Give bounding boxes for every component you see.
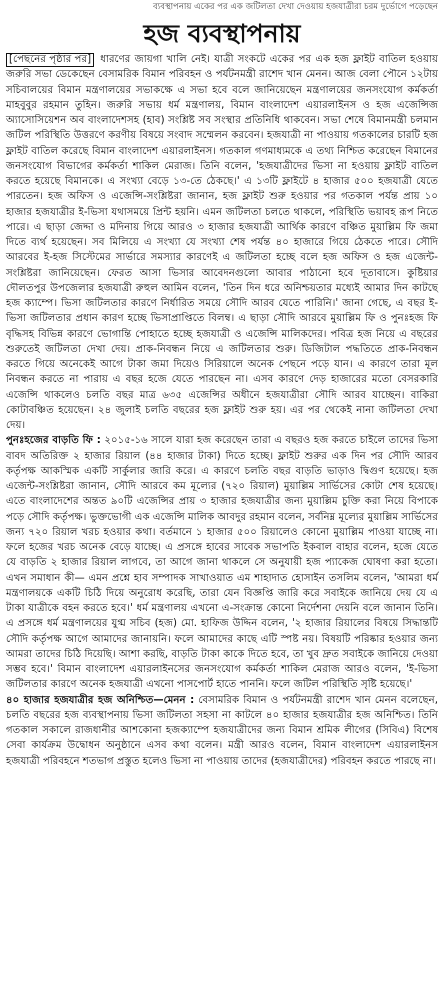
headline: হজ ব্যবস্থাপনায়: [143, 19, 301, 48]
article-body: [6, 52, 438, 769]
paragraph-2-text: ২০১৫-১৬ সালে যারা হজ করেছেন তারা এ বছরও হজ করতে চাইলে তাদের ভিসা বাবদ অতিরিক্ত ২ হাজার রিয়াল (৪৪ হাজার টাকা) দিতে হচ্ছে। ফ্লাইট শুরুর এক দিন পর সৌদি আরব কর্তৃপক্ষ আকস্মিক একটি সার্কুলার জারি করে। এ কারণে চলতি বছর বাড়তি ভাড়াও দ্বিগুণ হয়েছে। হজ এজেন্ট-সংশ্লিষ্টরা জানান, সৌদি আরবে কম মূল্যের (৭২০ রিয়াল) মুয়াল্লিম সার্ভিসের কোটা শেষ হয়েছে। এতে বাংলাদেশের অন্তত ৯০টি এজেন্সির প্রায় ৩ হাজার হজযাত্রীর জন্য মুয়াল্লিম চুক্তি করা নিয়ে বিপাকে পড়ে সৌদি কর্তৃপক্ষ। ভুক্তভোগী এক এজেন্সি মালিক আবদুর রহমান বলেন, সর্বনিম্ন মূল্যের মুয়াল্লিম সার্ভিসের জন্য ৭২০ রিয়াল খরচ হওয়ার কথা। বর্তমানে ১ হাজার ৫০০ রিয়ালেও কোনো মুয়াল্লিম পাওয়া যাচ্ছে না। ফলে হজের খরচ অনেক বেড়ে যাচ্ছে। এ প্রসঙ্গে হাবের সাবেক সভাপতি ইকবাল বাহার বলেন, হজে যেতে যে বাড়তি ২ হাজার রিয়াল লাগবে, তা আগে জানা থাকলে সে অনুযায়ী হজ প্যাকেজ ঘোষণা করা হতো। এখন সমাধান কী— এমন প্রশ্নে হাব সম্পাদক সাখাওয়াত এম শাহাদাত হোসাইন তসলিম বলেন, 'আমরা ধর্ম মন্ত্রণালয়কে একটি চিঠি দিয়ে অনুরোধ করেছি, তারা যেন বিজ্ঞপ্তি জারি করে সবাইকে জানিয়ে দেয় যে এ টাকা যাত্রীকে বহন করতে হবে।' ধর্ম মন্ত্রণালয় এখনো এ-সংক্রান্ত কোনো নির্দেশনা দেয়নি বলে জানান তিনি। এ প্রসঙ্গে ধর্ম মন্ত্রণালয়ের যুগ্ম সচিব (হজ) মো. হাফিজ উদ্দিন বলেন, '২ হাজার রিয়ালের বিষয়ে সিদ্ধান্তটি সৌদি কর্তৃপক্ষ আগে আমাদের জানায়নি। ফলে আমাদের কাছে এটি স্পষ্ট নয়। বিষয়টি পরিষ্কার হওয়ার জন্য আমরা তাদের চিঠি দিয়েছি। আশা করছি, বাড়তি টাকা কাকে দিতে হবে, তা খুব দ্রুত সবাইকে জানিয়ে দেওয়া সম্ভব হবে।' বিমান বাংলাদেশ এয়ারলাইনসের জনসংযোগ কর্মকর্তা শাকিল মেরাজ আরও বলেন, 'ই-ভিসা জটিলতার কারণে অনেক হজযাত্রী এখনো পাসপোর্ট হাতে পাননি। ফলে জটিল পরিস্থিতি সৃষ্টি হয়েছে।': [6, 435, 438, 691]
continued-tag: [পেছনের পৃষ্ঠার পর]: [6, 53, 94, 67]
paragraph-1: [6, 52, 438, 433]
paragraph-1-text: ধারণের জায়গা খালি নেই। যাত্রী সংকটে একের পর এক হজ ফ্লাইট বাতিল হওয়ায় জরুরি সভা ডেকেছেন বেসামরিক বিমান পরিবহন ও পর্যটনমন্ত্রী রাশেদ খান মেনন। আজ বেলা পৌনে ১২টায় সচিবালয়ের বিমান মন্ত্রণালয়ের সভাকক্ষে এ সভা হবে বলে জানিয়েছেন মন্ত্রণালয়ের জনসংযোগ কর্মকর্তা মাহবুবুর রহমান তুহিন। জরুরি সভায় ধর্ম মন্ত্রণালয়, বিমান বাংলাদেশ এয়ারলাইনস ও হজ এজেন্সিজ অ্যাসোসিয়েশন অব বাংলাদেশসহ (হাব) সংশ্লিষ্ট সব সংস্থার প্রতিনিধি থাকবেন। সভা শেষে বিমানমন্ত্রী চলমান জটিল পরিস্থিতি উত্তরণে করণীয় বিষয়ে সংবাদ সম্মেলন করবেন। হজযাত্রী না পাওয়ায় গতকালের চারটি হজ ফ্লাইট বাতিল করেছে বিমান বাংলাদেশ এয়ারলাইনস। গতকাল গণমাধ্যমকে এ তথ্য নিশ্চিত করেছেন বিমানের জনসংযোগ বিভাগের কর্মকর্তা শাকিল মেরাজ। তিনি বলেন, 'হজযাত্রীদের ভিসা না হওয়ায় ফ্লাইট বাতিল করতে হয়েছে বিমানকে। এ সংখ্যা বেড়ে ১৩-তে ঠেকছে।' এ ১৩টি ফ্লাইটে ৪ হাজার ৫০০ হজযাত্রী যেতে পারতেন। হজ অফিস ও এজেন্সি-সংশ্লিষ্টরা জানান, হজ ফ্লাইট শুরু হওয়ার পর গতকাল পর্যন্ত প্রায় ১০ হাজার হজযাত্রীর ই-ভিসা যথাসময়ে প্রিন্ট হয়নি। এমন জটিলতা চলতে থাকলে, পরিস্থিতি ভয়াবহ রূপ নিতে পারে। এ ছাড়া জেদ্দা ও মদিনায় গিয়ে আরও ৩ হাজার হজযাত্রী আর্থিক কারণে বঞ্চিত মুয়াল্লিম ফি জমা দিতে ব্যর্থ হয়েছেন। সব মিলিয়ে এ সংখ্যা যে সংখ্যা শেষ পর্যন্ত ৪০ হাজারে গিয়ে ঠেকতে পারে। সৌদি আরবের ই-হজ সিস্টেমের সার্ভারে সমস্যার কারণেই এ জটিলতা হচ্ছে বলে হজ অফিস ও হজ এজেন্ট-সংশ্লিষ্টরা জানিয়েছেন। ফেরত আসা ভিসার আবেদনগুলো আবার পাঠানো হবে দূতাবাসে। কুষ্টিয়ার দৌলতপুর উপজেলার হজযাত্রী রুহুল আমিন বলেন, 'তিন দিন ধরে অনিশ্চয়তার মধ্যেই আমার দিন কাটছে হজ ক্যাম্পে। ভিসা জটিলতার কারণে নির্ধারিত সময়ে সৌদি আরব যেতে পারিনি।' জানা গেছে, এ বছর ই-ভিসা জটিলতার প্রধান কারণ হচ্ছে ভিসাপ্রাপ্তিতে বিলম্ব। এ ছাড়া সৌদি আরবে মুয়াল্লিম ফি ও পুনঃহজ ফি বৃদ্ধিসহ বিভিন্ন কারণে ভোগান্তি পোহাতে হচ্ছে হজযাত্রী ও এজেন্সি মালিকদের। পবিত্র হজ নিয়ে এ বছরের শুরুতেই জটিলতা দেখা দেয়। প্রাক-নিবন্ধন নিয়ে এ জটিলতার শুরু। ডিজিটাল পদ্ধতিতে প্রাক-নিবন্ধন করতে গিয়ে অনেকেই আগে টাকা জমা দিয়েও সিরিয়ালে অনেক পেছনে পড়ে যান। এ কারণে তারা মূল নিবন্ধন করতে না পারায় এ বছর হজে যেতে পারছেন না। এসব কারণে দেড় হাজারের মতো বেসরকারি এজেন্সি থাকলেও চলতি বছর মাত্র ৬৩৫ এজেন্সির অধীনে হজযাত্রীরা সৌদি আরব যাচ্ছেন। বাকিরা কোটাবঞ্চিত হয়েছেন। ২৪ জুলাই চলতি বছরের হজ ফ্লাইট শুরু হয়। এর পর থেকেই নানা জটিলতা দেখা দেয়।: [6, 54, 438, 431]
paragraph-3: [6, 693, 438, 769]
paragraph-3-text: বেসামরিক বিমান ও পর্যটনমন্ত্রী রাশেদ খান মেনন বলেছেন, চলতি বছরের হজ ব্যবস্থাপনায় ভিসা জটিলতা সহসা না কাটলে ৪০ হাজার হজযাত্রীর হজ অনিশ্চিত। তিনি গতকাল সকালে রাজধানীর আশকোনা হজক্যাম্পে হজযাত্রীদের জন্য বিমান শ্রমিক লীগের (সিবিএ) বিশেষ সেবা কার্যক্রম উদ্বোধন অনুষ্ঠানে এসব কথা বলেন। মন্ত্রী আরও বলেন, বিমান বাংলাদেশ এয়ারলাইনস হজযাত্রী পরিবহনে শতভাগ প্রস্তুত হলেও ভিসা না পাওয়ায় তাদের (হজযাত্রীদের) পরিবহন করতে পারছে না।: [6, 694, 438, 767]
subhead-40000-pilgrims: ৪০ হাজার হজযাত্রীর হজ অনিশ্চিত—মেনন :: [6, 694, 195, 706]
subhead-rehajj-fee: পুনঃহজের বাড়তি ফি :: [6, 435, 101, 447]
previous-article-strip: ব্যবস্থাপনায় একের পর এক জটিলতা দেখা দেওয়ায় হজযাত্রীরা চরম দুর্ভোগে পড়েছেন: [153, 2, 438, 12]
paragraph-2: [6, 433, 438, 692]
